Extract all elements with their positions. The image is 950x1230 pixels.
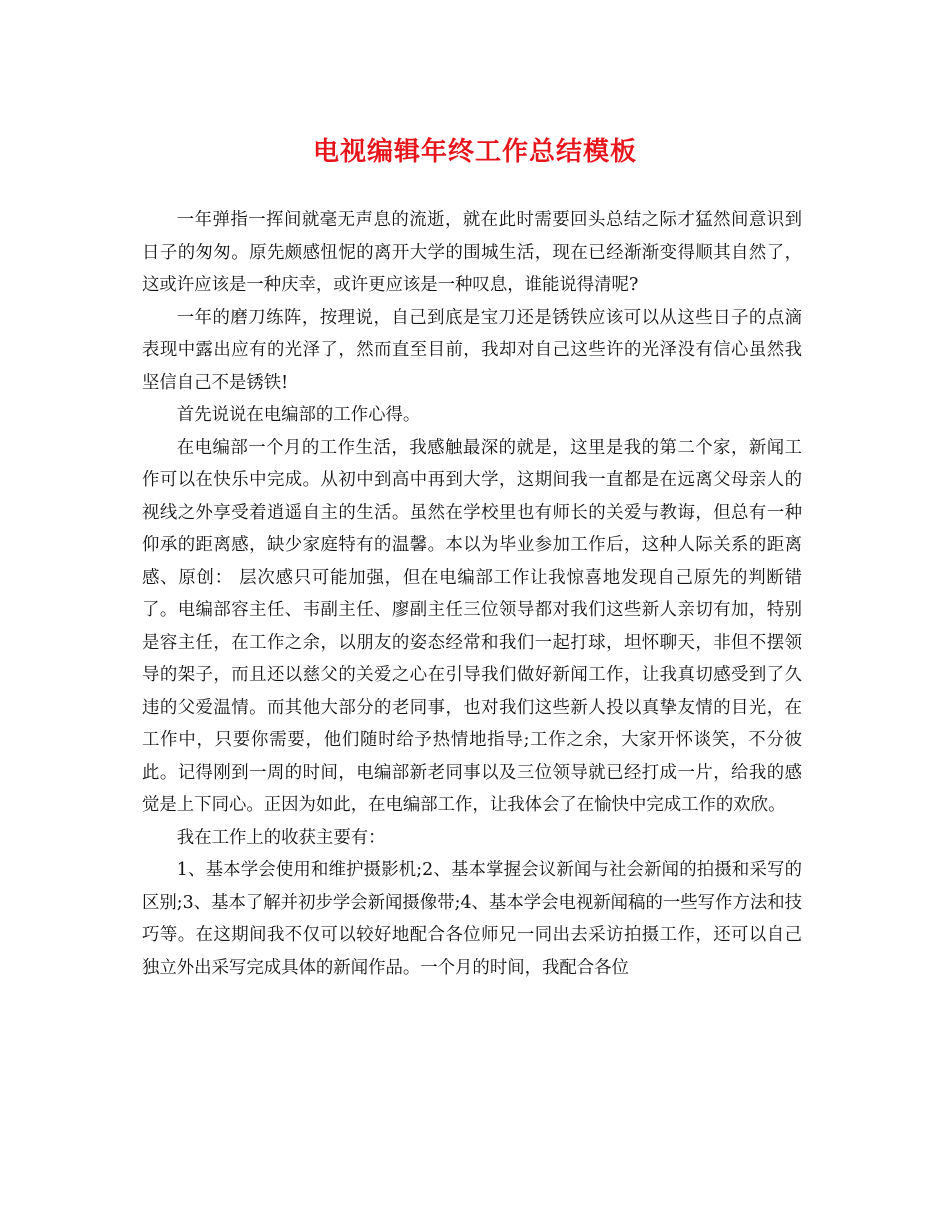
paragraph-work-experience: 在电编部一个月的工作生活，我感触最深的就是，这里是我的第二个家，新闻工作可以在快乐中完成。从初中到高中再到大学，这期间我一直都是在远离父母亲人的视线之外享受着逍遥自主的生活。虽然在学校里也有师长的关爱与教诲，但总有一种仰承的距离感，缺少家庭特有的温馨。本以为毕业参加工作后，这种人际关系的距离感、原创： 层次感只可能加强，但在电编部工作让我惊喜地发现自己原先的判断错了。电编部容主任、韦副主任、廖副主任三位领导都对我们这些新人亲切有加，特别是容主任，在工作之余，以朋友的姿态经常和我们一起打球，坦怀聊天，非但不摆领导的架子，而且还以慈父的关爱之心在引导我们做好新闻工作，让我真切感受到了久违的父爱温情。而其他大部分的老同事，也对我们这些新人投以真挚友情的目光，在工作中，只要你需要，他们随时给予热情地指导;工作之余，大家开怀谈笑，不分彼此。记得刚到一周的时间，电编部新老同事以及三位领导就已经打成一片，给我的感觉是上下同心。正因为如此，在电编部工作，让我体会了在愉快中完成工作的欢欣。 <box>142 437 802 815</box>
document-title: 电视编辑年终工作总结模板 <box>312 137 637 167</box>
paragraph-section-heading: 首先说说在电编部的工作心得。 <box>176 405 421 425</box>
paragraph-gains-list: 1、基本学会使用和维护摄影机;2、基本掌握会议新闻与社会新闻的拍摄和采写的区别;3、基本了解并初步学会新闻摄像带;4、基本学会电视新闻稿的一些写作方法和技巧等。在这期间我不仅可以较好地配合各位师兄一同出去采访拍摄工作，还可以自己独立外出采写完成具体的新闻作品。一个月的时间，我配合各位 <box>142 860 802 978</box>
paragraph-reflection: 一年的磨刀练阵，按理说，自己到底是宝刀还是锈铁应该可以从这些日子的点滴表现中露出应有的光泽了，然而直至目前，我却对自己这些许的光泽没有信心虽然我坚信自己不是锈铁! <box>142 307 802 393</box>
paragraph-intro: 一年弹指一挥间就毫无声息的流逝，就在此时需要回头总结之际才猛然间意识到日子的匆匆。原先颇感忸怩的离开大学的围城生活，现在已经渐渐变得顺其自然了，这或许应该是一种庆幸，或许更应该是一种叹息，谁能说得清呢? <box>142 210 802 295</box>
paragraph-gains-heading: 我在工作上的收获主要有： <box>176 827 386 848</box>
document-body <box>142 204 802 984</box>
